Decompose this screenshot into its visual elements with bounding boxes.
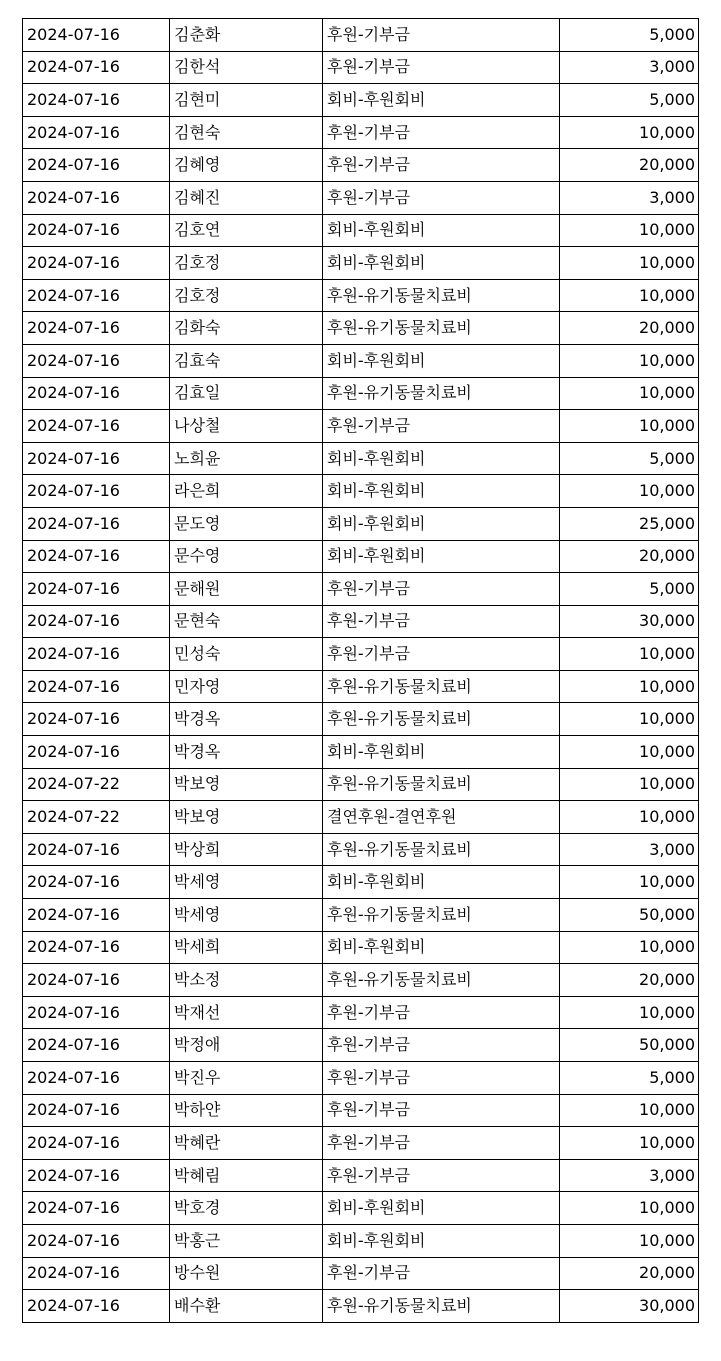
date-cell: 2024-07-16 xyxy=(23,996,170,1029)
table-row xyxy=(23,1290,699,1323)
amount-cell: 10,000 xyxy=(560,801,699,834)
category-cell: 결연후원-결연후원 xyxy=(323,801,560,834)
donor-name-cell: 문수영 xyxy=(170,540,323,573)
category-cell: 후원-기부금 xyxy=(323,181,560,214)
category-cell: 후원-기부금 xyxy=(323,1127,560,1160)
date-cell: 2024-07-16 xyxy=(23,377,170,410)
category-cell: 후원-기부금 xyxy=(323,51,560,84)
table-row xyxy=(23,1224,699,1257)
table-row xyxy=(23,703,699,736)
amount-cell: 10,000 xyxy=(560,736,699,769)
donor-name-cell: 노희윤 xyxy=(170,442,323,475)
date-cell: 2024-07-16 xyxy=(23,442,170,475)
amount-cell: 10,000 xyxy=(560,1094,699,1127)
amount-cell: 10,000 xyxy=(560,638,699,671)
donor-name-cell: 문현숙 xyxy=(170,605,323,638)
donor-name-cell: 김호연 xyxy=(170,214,323,247)
date-cell: 2024-07-16 xyxy=(23,149,170,182)
table-row xyxy=(23,540,699,573)
date-cell: 2024-07-16 xyxy=(23,19,170,52)
category-cell: 후원-기부금 xyxy=(323,638,560,671)
donor-name-cell: 문해원 xyxy=(170,573,323,606)
donor-name-cell: 박세영 xyxy=(170,899,323,932)
donor-name-cell: 박호경 xyxy=(170,1192,323,1225)
donor-name-cell: 나상철 xyxy=(170,410,323,443)
date-cell: 2024-07-16 xyxy=(23,1159,170,1192)
amount-cell: 20,000 xyxy=(560,964,699,997)
date-cell: 2024-07-16 xyxy=(23,181,170,214)
amount-cell: 10,000 xyxy=(560,116,699,149)
donor-name-cell: 김효일 xyxy=(170,377,323,410)
category-cell: 후원-기부금 xyxy=(323,996,560,1029)
table-row xyxy=(23,475,699,508)
category-cell: 회비-후원회비 xyxy=(323,540,560,573)
table-row xyxy=(23,996,699,1029)
table-row xyxy=(23,573,699,606)
table-row xyxy=(23,377,699,410)
date-cell: 2024-07-16 xyxy=(23,116,170,149)
category-cell: 회비-후원회비 xyxy=(323,475,560,508)
table-row xyxy=(23,181,699,214)
table-row xyxy=(23,931,699,964)
date-cell: 2024-07-22 xyxy=(23,801,170,834)
donation-table-body xyxy=(23,19,699,1323)
table-row xyxy=(23,149,699,182)
table-row xyxy=(23,116,699,149)
category-cell: 후원-유기동물치료비 xyxy=(323,377,560,410)
donor-name-cell: 박혜란 xyxy=(170,1127,323,1160)
donor-name-cell: 김한석 xyxy=(170,51,323,84)
amount-cell: 3,000 xyxy=(560,51,699,84)
category-cell: 회비-후원회비 xyxy=(323,736,560,769)
table-row xyxy=(23,84,699,117)
date-cell: 2024-07-16 xyxy=(23,736,170,769)
table-row xyxy=(23,19,699,52)
date-cell: 2024-07-16 xyxy=(23,344,170,377)
category-cell: 회비-후원회비 xyxy=(323,442,560,475)
date-cell: 2024-07-16 xyxy=(23,312,170,345)
donor-name-cell: 박하얀 xyxy=(170,1094,323,1127)
table-row xyxy=(23,247,699,280)
amount-cell: 10,000 xyxy=(560,670,699,703)
date-cell: 2024-07-16 xyxy=(23,703,170,736)
category-cell: 회비-후원회비 xyxy=(323,84,560,117)
table-row xyxy=(23,1029,699,1062)
amount-cell: 3,000 xyxy=(560,1159,699,1192)
donor-name-cell: 박진우 xyxy=(170,1062,323,1095)
donor-name-cell: 박소정 xyxy=(170,964,323,997)
donor-name-cell: 민성숙 xyxy=(170,638,323,671)
date-cell: 2024-07-16 xyxy=(23,670,170,703)
amount-cell: 10,000 xyxy=(560,344,699,377)
category-cell: 회비-후원회비 xyxy=(323,1192,560,1225)
table-row xyxy=(23,801,699,834)
donor-name-cell: 김춘화 xyxy=(170,19,323,52)
amount-cell: 10,000 xyxy=(560,410,699,443)
donor-name-cell: 문도영 xyxy=(170,507,323,540)
date-cell: 2024-07-16 xyxy=(23,214,170,247)
date-cell: 2024-07-16 xyxy=(23,540,170,573)
table-row xyxy=(23,51,699,84)
category-cell: 회비-후원회비 xyxy=(323,1224,560,1257)
table-row xyxy=(23,964,699,997)
donor-name-cell: 김현미 xyxy=(170,84,323,117)
date-cell: 2024-07-16 xyxy=(23,899,170,932)
donor-name-cell: 방수원 xyxy=(170,1257,323,1290)
amount-cell: 5,000 xyxy=(560,19,699,52)
amount-cell: 30,000 xyxy=(560,605,699,638)
amount-cell: 3,000 xyxy=(560,181,699,214)
donor-name-cell: 김호정 xyxy=(170,247,323,280)
date-cell: 2024-07-16 xyxy=(23,279,170,312)
date-cell: 2024-07-16 xyxy=(23,410,170,443)
category-cell: 회비-후원회비 xyxy=(323,931,560,964)
donor-name-cell: 박홍근 xyxy=(170,1224,323,1257)
donor-name-cell: 김효숙 xyxy=(170,344,323,377)
donation-table xyxy=(22,18,699,1323)
donor-name-cell: 김화숙 xyxy=(170,312,323,345)
date-cell: 2024-07-16 xyxy=(23,1257,170,1290)
amount-cell: 5,000 xyxy=(560,442,699,475)
date-cell: 2024-07-16 xyxy=(23,931,170,964)
table-row xyxy=(23,638,699,671)
amount-cell: 3,000 xyxy=(560,833,699,866)
amount-cell: 10,000 xyxy=(560,768,699,801)
donor-name-cell: 김현숙 xyxy=(170,116,323,149)
date-cell: 2024-07-16 xyxy=(23,833,170,866)
date-cell: 2024-07-16 xyxy=(23,866,170,899)
category-cell: 후원-유기동물치료비 xyxy=(323,703,560,736)
table-row xyxy=(23,736,699,769)
category-cell: 후원-기부금 xyxy=(323,1159,560,1192)
donor-name-cell: 민자영 xyxy=(170,670,323,703)
amount-cell: 10,000 xyxy=(560,475,699,508)
amount-cell: 20,000 xyxy=(560,312,699,345)
category-cell: 후원-기부금 xyxy=(323,1062,560,1095)
amount-cell: 50,000 xyxy=(560,899,699,932)
date-cell: 2024-07-16 xyxy=(23,1290,170,1323)
table-row xyxy=(23,866,699,899)
date-cell: 2024-07-16 xyxy=(23,1224,170,1257)
donor-name-cell: 박상희 xyxy=(170,833,323,866)
amount-cell: 5,000 xyxy=(560,1062,699,1095)
amount-cell: 5,000 xyxy=(560,573,699,606)
donor-name-cell: 배수환 xyxy=(170,1290,323,1323)
table-row xyxy=(23,605,699,638)
category-cell: 후원-기부금 xyxy=(323,1029,560,1062)
category-cell: 후원-기부금 xyxy=(323,116,560,149)
category-cell: 후원-유기동물치료비 xyxy=(323,279,560,312)
date-cell: 2024-07-16 xyxy=(23,605,170,638)
category-cell: 후원-기부금 xyxy=(323,19,560,52)
category-cell: 후원-기부금 xyxy=(323,149,560,182)
category-cell: 후원-유기동물치료비 xyxy=(323,964,560,997)
table-row xyxy=(23,214,699,247)
table-row xyxy=(23,833,699,866)
amount-cell: 10,000 xyxy=(560,247,699,280)
date-cell: 2024-07-16 xyxy=(23,507,170,540)
donor-name-cell: 김혜진 xyxy=(170,181,323,214)
category-cell: 후원-기부금 xyxy=(323,573,560,606)
donor-name-cell: 박경옥 xyxy=(170,703,323,736)
date-cell: 2024-07-16 xyxy=(23,247,170,280)
category-cell: 회비-후원회비 xyxy=(323,247,560,280)
category-cell: 후원-유기동물치료비 xyxy=(323,670,560,703)
table-row xyxy=(23,279,699,312)
amount-cell: 10,000 xyxy=(560,866,699,899)
table-row xyxy=(23,507,699,540)
table-row xyxy=(23,344,699,377)
table-row xyxy=(23,1062,699,1095)
table-row xyxy=(23,442,699,475)
category-cell: 후원-기부금 xyxy=(323,1094,560,1127)
table-row xyxy=(23,410,699,443)
table-row xyxy=(23,1257,699,1290)
category-cell: 후원-유기동물치료비 xyxy=(323,312,560,345)
table-row xyxy=(23,312,699,345)
category-cell: 회비-후원회비 xyxy=(323,507,560,540)
table-row xyxy=(23,670,699,703)
table-row xyxy=(23,1094,699,1127)
category-cell: 후원-유기동물치료비 xyxy=(323,1290,560,1323)
category-cell: 회비-후원회비 xyxy=(323,214,560,247)
donor-name-cell: 김혜영 xyxy=(170,149,323,182)
table-row xyxy=(23,1127,699,1160)
donor-name-cell: 박정애 xyxy=(170,1029,323,1062)
donor-name-cell: 박보영 xyxy=(170,801,323,834)
category-cell: 회비-후원회비 xyxy=(323,866,560,899)
amount-cell: 10,000 xyxy=(560,377,699,410)
date-cell: 2024-07-16 xyxy=(23,573,170,606)
date-cell: 2024-07-16 xyxy=(23,638,170,671)
table-row xyxy=(23,899,699,932)
category-cell: 회비-후원회비 xyxy=(323,344,560,377)
date-cell: 2024-07-16 xyxy=(23,964,170,997)
amount-cell: 30,000 xyxy=(560,1290,699,1323)
date-cell: 2024-07-16 xyxy=(23,1127,170,1160)
date-cell: 2024-07-16 xyxy=(23,475,170,508)
amount-cell: 5,000 xyxy=(560,84,699,117)
date-cell: 2024-07-16 xyxy=(23,51,170,84)
amount-cell: 10,000 xyxy=(560,1127,699,1160)
category-cell: 후원-유기동물치료비 xyxy=(323,899,560,932)
amount-cell: 20,000 xyxy=(560,540,699,573)
date-cell: 2024-07-16 xyxy=(23,1192,170,1225)
date-cell: 2024-07-16 xyxy=(23,84,170,117)
category-cell: 후원-유기동물치료비 xyxy=(323,833,560,866)
category-cell: 후원-기부금 xyxy=(323,1257,560,1290)
amount-cell: 20,000 xyxy=(560,149,699,182)
category-cell: 후원-기부금 xyxy=(323,605,560,638)
amount-cell: 10,000 xyxy=(560,1192,699,1225)
table-row xyxy=(23,1159,699,1192)
date-cell: 2024-07-16 xyxy=(23,1094,170,1127)
amount-cell: 10,000 xyxy=(560,279,699,312)
amount-cell: 10,000 xyxy=(560,1224,699,1257)
donor-name-cell: 박재선 xyxy=(170,996,323,1029)
amount-cell: 10,000 xyxy=(560,931,699,964)
amount-cell: 25,000 xyxy=(560,507,699,540)
donor-name-cell: 김호정 xyxy=(170,279,323,312)
donor-name-cell: 박보영 xyxy=(170,768,323,801)
amount-cell: 10,000 xyxy=(560,996,699,1029)
category-cell: 후원-기부금 xyxy=(323,410,560,443)
amount-cell: 50,000 xyxy=(560,1029,699,1062)
donor-name-cell: 라은희 xyxy=(170,475,323,508)
amount-cell: 10,000 xyxy=(560,214,699,247)
table-row xyxy=(23,768,699,801)
donor-name-cell: 박세영 xyxy=(170,866,323,899)
amount-cell: 10,000 xyxy=(560,703,699,736)
donor-name-cell: 박혜림 xyxy=(170,1159,323,1192)
date-cell: 2024-07-16 xyxy=(23,1062,170,1095)
amount-cell: 20,000 xyxy=(560,1257,699,1290)
donor-name-cell: 박세희 xyxy=(170,931,323,964)
category-cell: 후원-유기동물치료비 xyxy=(323,768,560,801)
date-cell: 2024-07-16 xyxy=(23,1029,170,1062)
donor-name-cell: 박경옥 xyxy=(170,736,323,769)
date-cell: 2024-07-22 xyxy=(23,768,170,801)
table-row xyxy=(23,1192,699,1225)
